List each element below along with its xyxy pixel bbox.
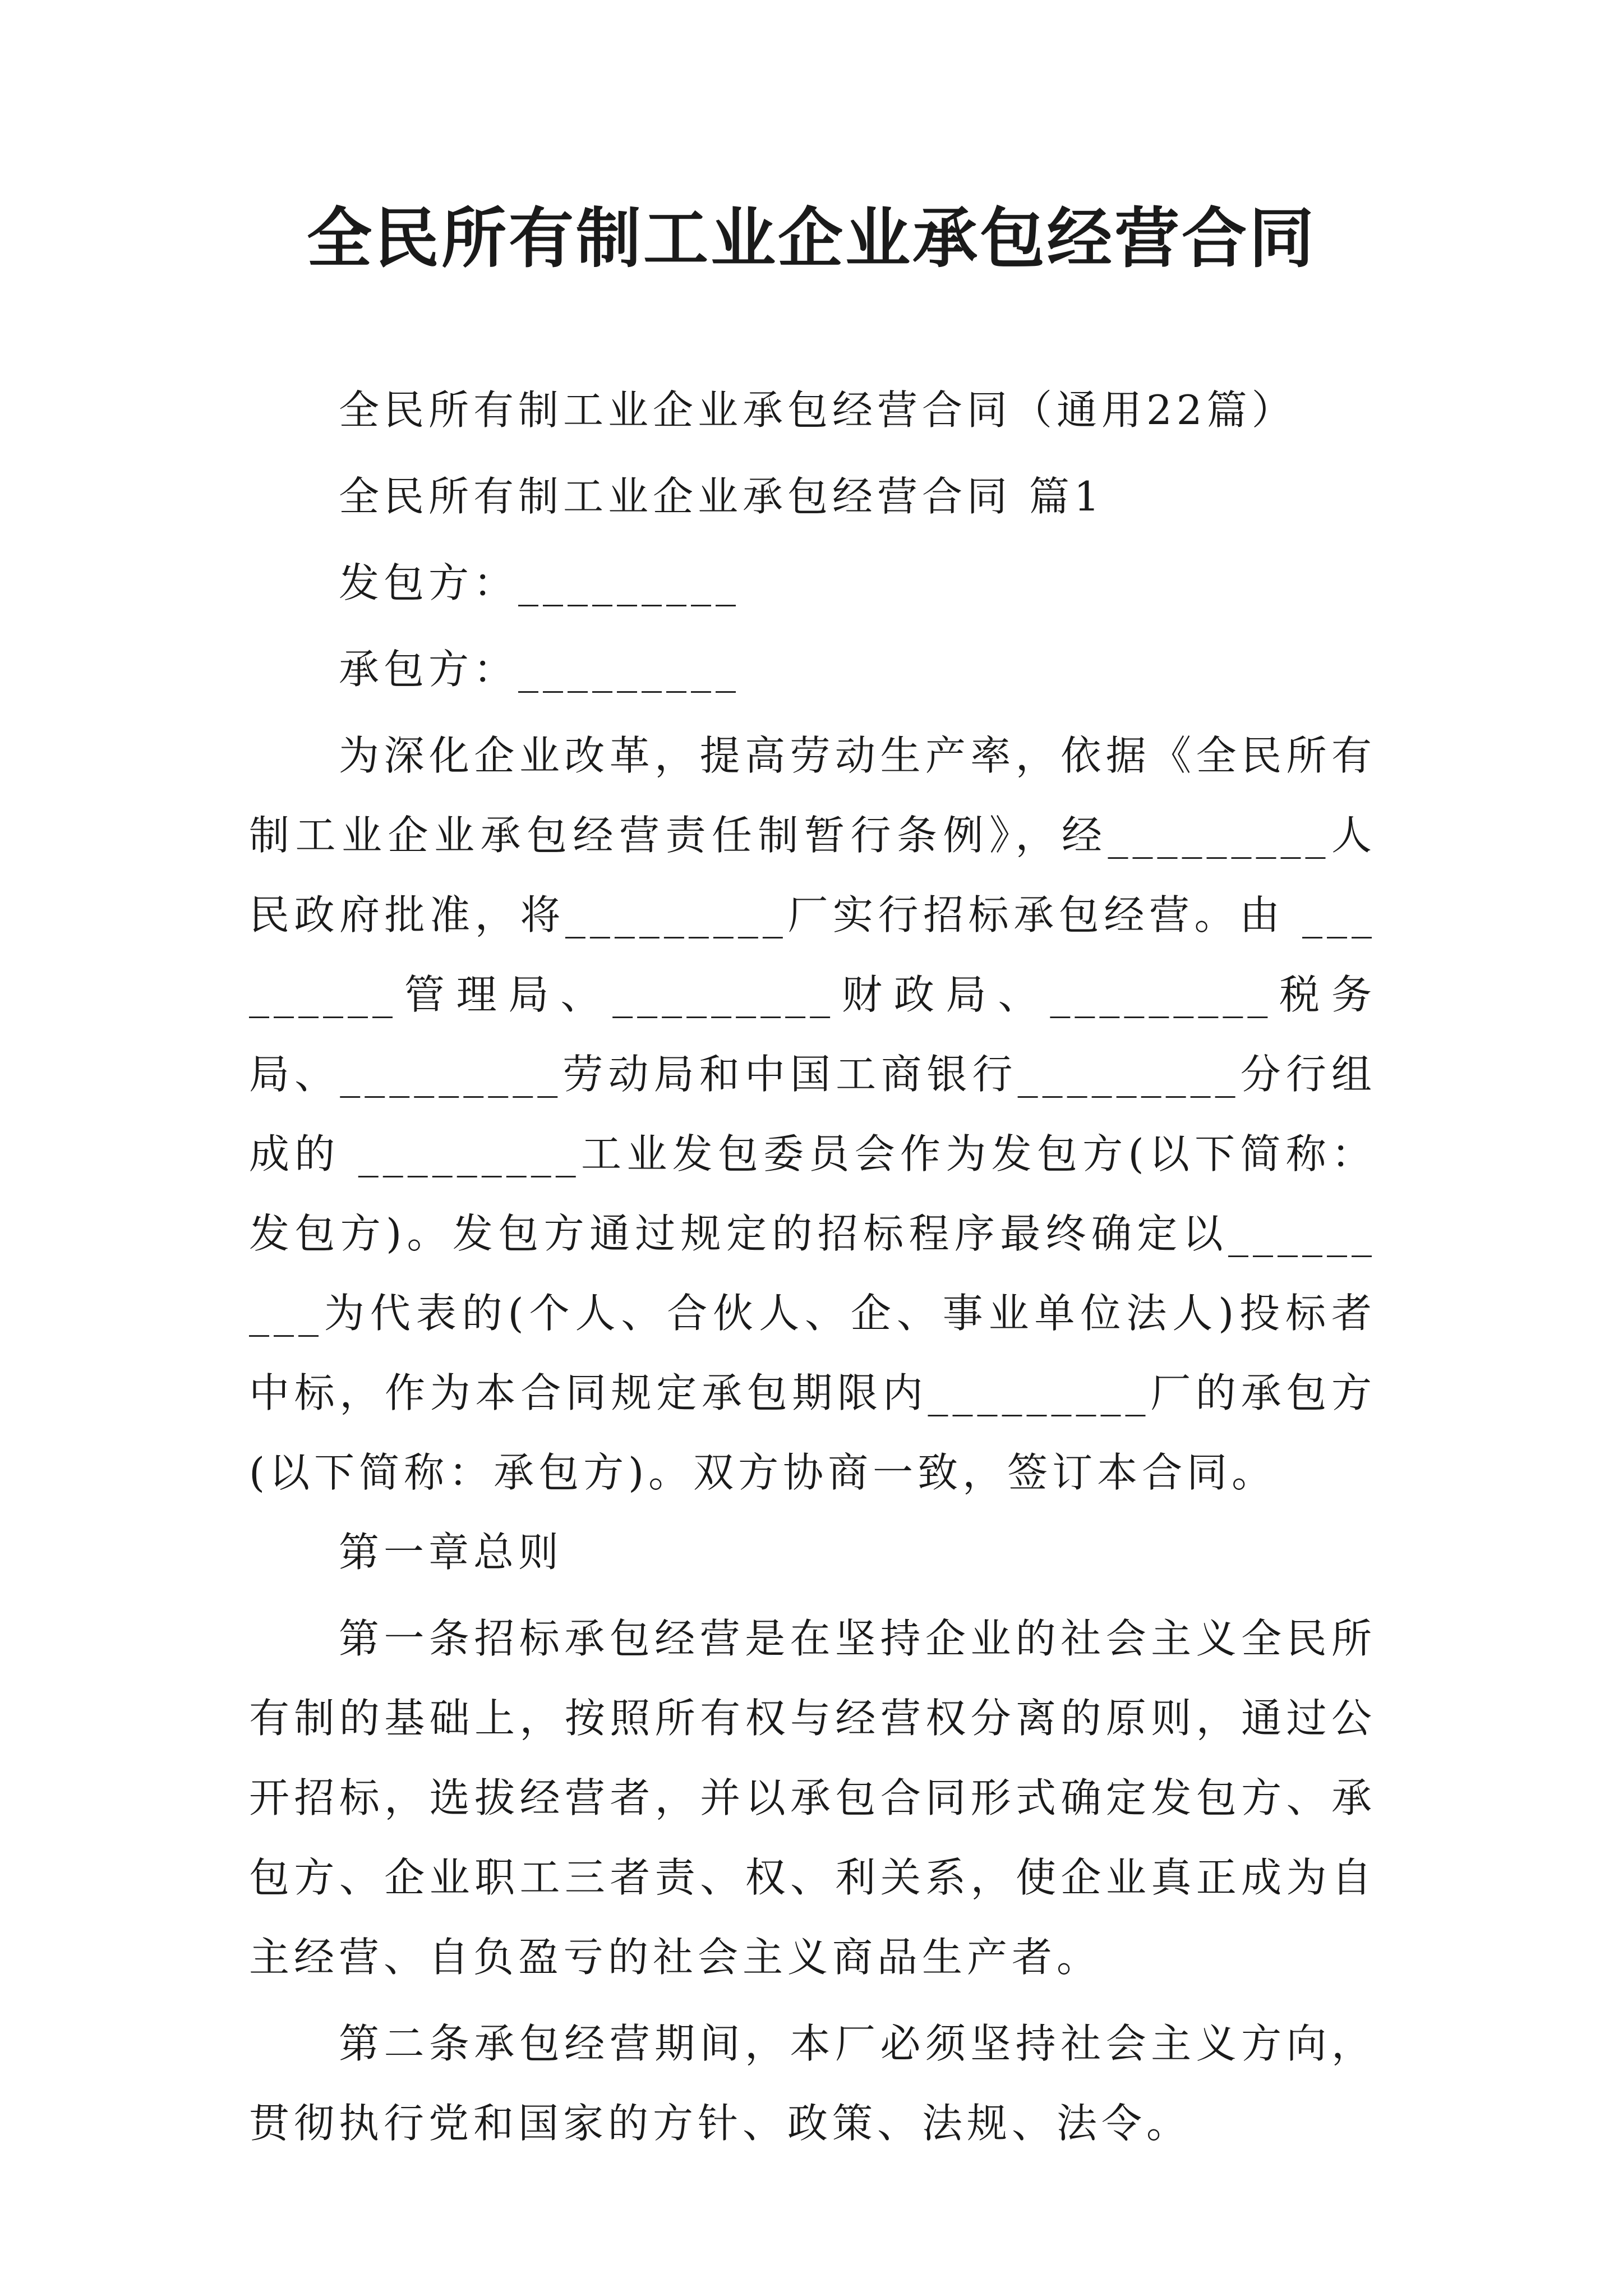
- article-1-paragraph: 第一条招标承包经营是在坚持企业的社会主义全民所有制的基础上，按照所有权与经营权分离的原则，通过公开招标，选拔经营者，并以承包合同形式确定发包方、承包方、企业职工三者责、权、利关系，使企业真正成为自主经营、自负盈亏的社会主义商品生产者。: [249, 1615, 1376, 1981]
- subtitle-paragraph: 全民所有制工业企业承包经营合同（通用22篇）: [339, 386, 1297, 434]
- party-b-line: 承包方：_________: [339, 646, 741, 693]
- document-title: 全民所有制工业企业承包经营合同: [307, 200, 1316, 277]
- article-2-paragraph: 第二条承包经营期间，本厂必须坚持社会主义方向，贯彻执行党和国家的方针、政策、法规、法令。: [249, 2020, 1376, 2147]
- document-body: [249, 370, 1376, 2163]
- section-heading: 全民所有制工业企业承包经营合同 篇1: [339, 473, 1104, 520]
- party-a-line: 发包方：_________: [339, 559, 741, 606]
- chapter-heading: 第一章总则: [339, 1529, 564, 1576]
- preamble-paragraph: 为深化企业改革，提高劳动生产率，依据《全民所有制工业企业承包经营责任制暂行条例》，经_________人民政府批准，将_________厂实行招标承包经营。由 _________管理局、_________财政局、_________税务局、_________劳动局和中国工商银行_________分行组成的 _________工业发包委员会作为发包方(以下简称：发包方)。发包方通过规定的招标程序最终确定以_________为代表的(个人、合伙人、企、事业单位法人)投标者中标，作为本合同规定承包期限内_________厂的承包方(以下简称：承包方)。双方协商一致，签订本合同。: [249, 732, 1376, 1496]
